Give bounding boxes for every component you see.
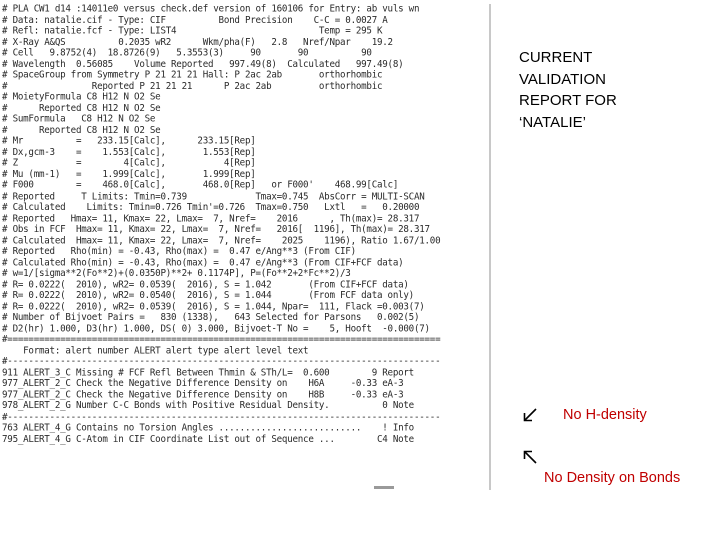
title-line: REPORT FOR xyxy=(519,92,617,109)
annotation-no-density-on-bonds: No Density on Bonds xyxy=(544,470,681,486)
title-line: CURRENT xyxy=(519,49,593,66)
title-line: VALIDATION xyxy=(519,70,606,88)
title-line: ‘NATALIE’ xyxy=(519,113,586,131)
report-text: # PLA CW1 d14 :14011e0 versus check.def version of 160106 for Entry: ab vuls wn # Data: natalie.cif - Type: CIF Bond Precision C-C = 0.0027 A # Refl: natalie.fcf - Type: LIST4 Temp = 295 K # X-Ray A&QS 0.2035 wR2 Wkm/pha(F) 2.8 Nref/Npar 19.2 # Cell 9.8752(4) 18.8726(9) 5.3553(3) 90 90 90 # Wavelength 0.56085 Volume Reported 997.49(8) Calculated 997.49(8) # SpaceGroup from Symmetry P 21 21 21 Hall: P 2ac 2ab orthorhombic # Reported P 21 21 21 P 2ac 2ab orthorhombic # MoietyFormula C8 H12 N O2 Se # Reported C8 H12 N O2 Se # SumFormula C8 H12 N O2 Se # Reported C8 H12 N O2 Se # Mr = 233.15[Calc], 233.15[Rep] # Dx,gcm-3 = 1.553[Calc], 1.553[Rep] # Z = 4[Calc], 4[Rep] # Mu (mm-1) = 1.999[Calc], 1.999[Rep] # F000 = 468.0[Calc], 468.0[Rep] or F000' 468.99[Calc] # Reported T Limits: Tmin=0.739 Tmax=0.745 AbsCorr = MULTI-SCAN # Calculated Limits: Tmin=0.726 Tmin'=0.726 Tmax=0.750 Lxtl = 0.20000 # Reported Hmax= 11, Kmax= 22, Lmax= 7, Nref= 2016 , Th(max)= 28.317 # Obs in FCF Hmax= 11, Kmax= 22, Lmax= 7, Nref= 2016[ 1196], Th(max)= 28.317 # Calculated Hmax= 11, Kmax= 22, Lmax= 7, Nref= 2025 1196), Ratio 1.67/1.00 # Reported Rho(min) = -0.43, Rho(max) = 0.47 e/Ang**3 (From CIF) # Calculated Rho(min) = -0.43, Rho(max) = 0.47 e/Ang**3 (From CIF+FCF data) # w=1/[sigma**2(Fo**2)+(0.0350P)**2+ 0.1174P], P=(Fo**2+2*Fc**2)/3 # R= 0.0222( 2010), wR2= 0.0539( 2016), S = 1.042 (From CIF+FCF data) # R= 0.0222( 2010), wR2= 0.0540( 2016), S = 1.044 (From FCF data only) # R= 0.0222( 2010), wR2= 0.0539( 2016), S = 1.044, Npar= 111, Flack =0.003(7) # Number of Bijvoet Pairs = 830 (1338), 643 Selected for Parsons 0.002(5) # D2(hr) 1.000, D3(hr) 1.000, DS( 0) 3.000, Bijvoet-T No = 5, Hooft -0.000(7) #================================================================================== Format: alert number ALERT alert type alert level text #---------------------------------------------------------------------------------- 911 ALERT_3_C Missing # FCF Refl Between Thmin & STh/L= 0.600 9 Report 977_ALERT_2_C Check the Negative Difference Density on H6A -0.33 eA-3 977_ALERT_2_C Check the Negative Difference Density on H8B -0.33 eA-3 978_ALERT_2_G Number C-C Bonds with Positive Residual Density. 0 Note #---------------------------------------------------------------------------------- 763 ALERT_4_G Contains no Torsion Angles ........................... ! Info 795_ALERT_4_G C-Atom in CIF Coordinate List out of Sequence ... C4 Note xyxy=(2,4,441,445)
image-edge xyxy=(489,4,491,490)
slide-title xyxy=(519,47,709,133)
annotation-no-h-density: No H-density xyxy=(563,407,647,423)
arrow-down-left-icon xyxy=(521,406,539,424)
arrow-up-left-icon xyxy=(521,448,539,466)
validation-report-image xyxy=(2,4,491,490)
image-marker xyxy=(374,486,394,489)
